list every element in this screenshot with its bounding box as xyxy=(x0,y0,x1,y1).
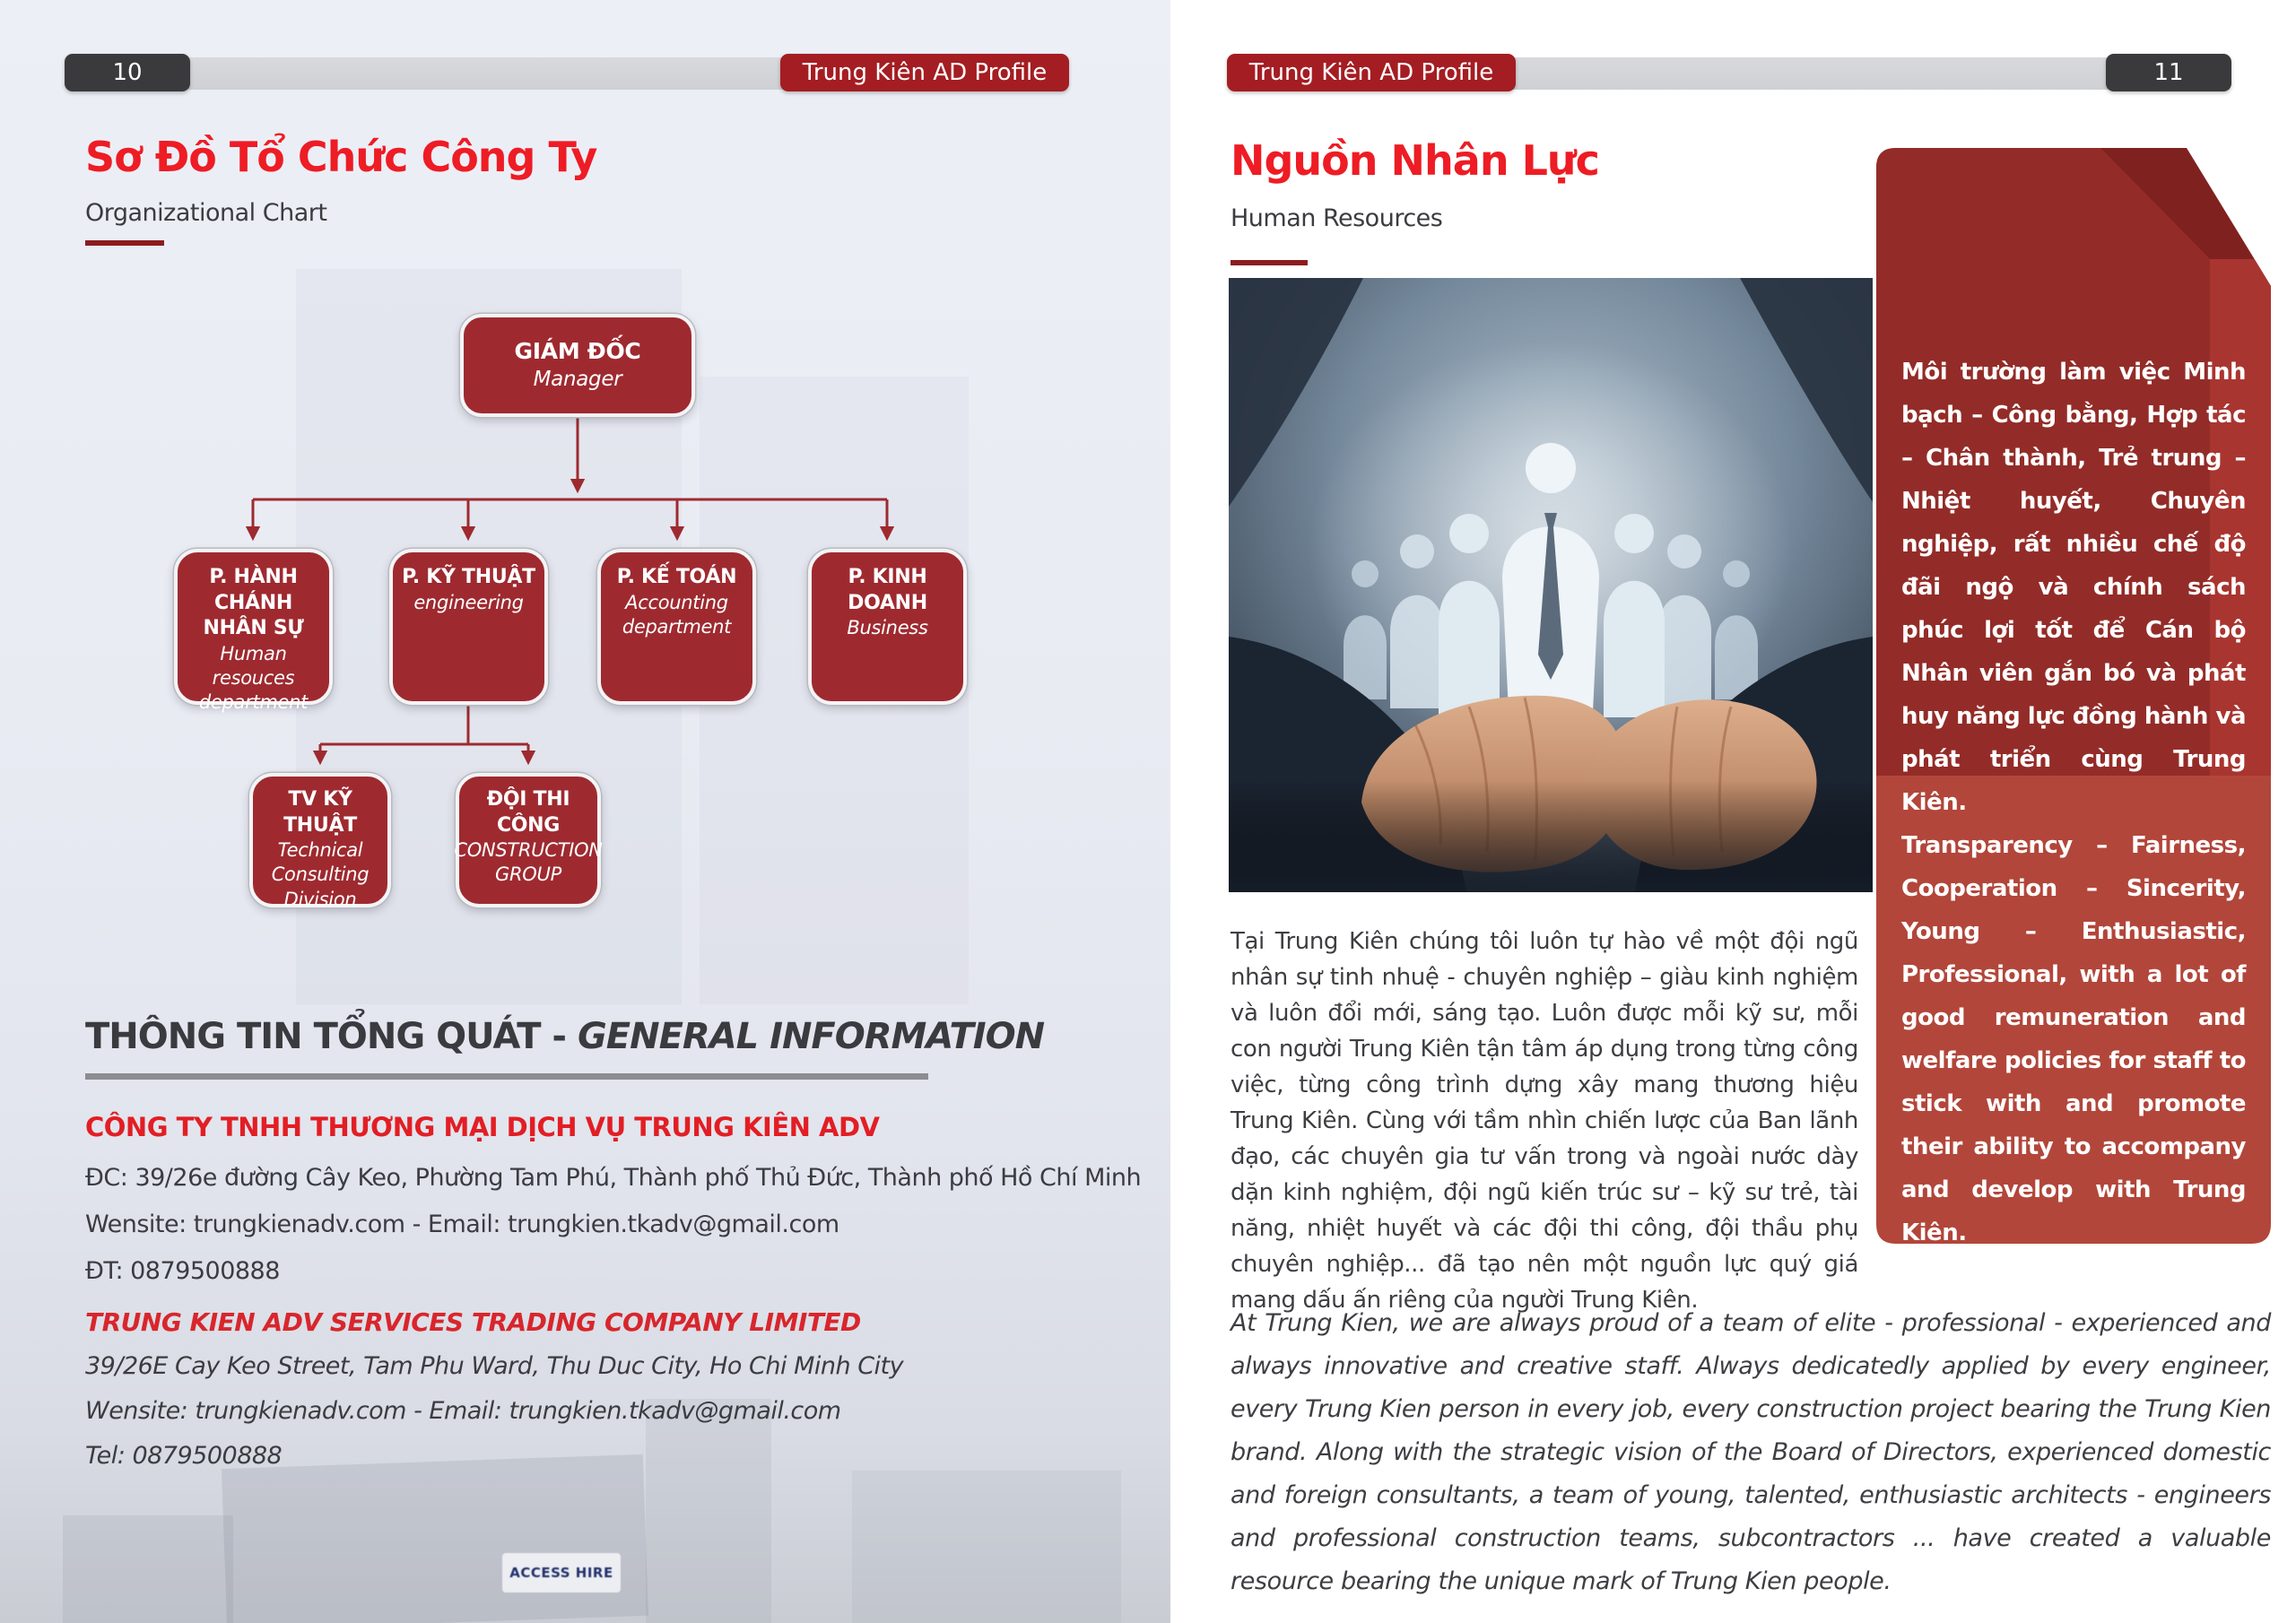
phone-vi: ĐT: 0879500888 xyxy=(85,1257,280,1285)
hr-highlight-text-vi: Môi trường làm việc Minh bạch – Công bằng, Hợp tác – Chân thành, Trẻ trung – Nhiệt huyết, Chuyên nghiệp, rất nhiều chế độ đãi ngộ và chính sách phúc lợi tốt để Cán bộ Nhân viên gắn bó và phát huy năng lực đồng hành và phát triển cùng Trung Kiên. xyxy=(1901,359,2246,816)
hr-highlight-text xyxy=(1901,351,2246,1254)
org-node-title: P. KINH DOANH xyxy=(848,566,927,614)
page-title: Sơ Đồ Tổ Chức Công Ty xyxy=(85,133,597,181)
header-title-badge xyxy=(780,54,1069,91)
org-node-engineering xyxy=(389,549,548,705)
page-number-badge xyxy=(65,54,190,91)
org-node-title: P. KỸ THUẬT xyxy=(402,566,535,588)
org-node-construction-group xyxy=(456,773,601,907)
hr-highlight-panel xyxy=(1876,148,2271,1244)
page-11 xyxy=(1170,0,2296,1623)
general-info-heading-en: GENERAL INFORMATION xyxy=(577,1016,1045,1057)
background-photo-left xyxy=(63,1515,233,1623)
org-node-technical-consulting xyxy=(249,773,391,910)
website-email-vi: Wensite: trungkienadv.com - Email: trungkien.tkadv@gmail.com xyxy=(85,1211,839,1238)
org-node-business xyxy=(808,549,967,705)
hr-body-paragraph-en: At Trung Kien, we are always proud of a team of elite - professional - experienced and always innovative and creative staff. Always dedicatedly applied by every engineer, every Trung Kien person in every job, every construction project bearing the Trung Kien brand. Along with the strategic vision of the Board of Directors, experienced domestic and foreign consultants, a team of young, talented, enthusiastic architects - engineers and professional construction teams, subcontractors ... have created a valuable resource bearing the unique mark of Trung Kien people. xyxy=(1231,1309,2271,1595)
page-number: 10 xyxy=(112,59,143,86)
org-node-title: ĐỘI THI CÔNG xyxy=(486,788,570,837)
company-name-en: TRUNG KIEN ADV SERVICES TRADING COMPANY LIMITED xyxy=(85,1307,861,1337)
org-node-title: TV KỸ THUẬT xyxy=(283,788,357,837)
page-number: 11 xyxy=(2153,59,2184,86)
background-photo-left xyxy=(852,1471,1121,1623)
human-resources-photo xyxy=(1229,278,1873,892)
org-node-director xyxy=(460,314,695,417)
background-photo-left xyxy=(222,1454,648,1623)
page-title: Nguồn Nhân Lực xyxy=(1231,136,1599,185)
org-node-subtitle: Business xyxy=(847,617,928,639)
general-info-heading xyxy=(85,1016,1044,1057)
background-photo-left xyxy=(646,1399,771,1623)
phone-en: Tel: 0879500888 xyxy=(85,1442,283,1470)
org-node-subtitle: engineering xyxy=(413,591,524,613)
org-node-title: P. KẾ TOÁN xyxy=(616,566,737,588)
org-node-title: P. HÀNH CHÁNH NHÂN SỰ xyxy=(203,566,304,640)
page-subtitle: Organizational Chart xyxy=(85,199,327,227)
org-node-subtitle: Human resouces department xyxy=(198,642,309,714)
org-node-title: GIÁM ĐỐC xyxy=(514,338,641,365)
org-node-accounting xyxy=(597,549,756,705)
access-hire-photo-label: ACCESS HIRE xyxy=(502,1553,621,1593)
address-vi: ĐC: 39/26e đường Cây Keo, Phường Tam Phú, Thành phố Thủ Đức, Thành phố Hồ Chí Minh xyxy=(85,1164,1142,1192)
header-title: Trung Kiên AD Profile xyxy=(1248,59,1494,86)
org-node-subtitle: Manager xyxy=(533,367,622,391)
org-node-subtitle: Accounting department xyxy=(622,591,732,638)
page-number-badge xyxy=(2106,54,2231,91)
title-underline xyxy=(1231,260,1308,265)
header-title: Trung Kiên AD Profile xyxy=(802,59,1048,86)
website-email-en: Wensite: trungkienadv.com - Email: trungkien.tkadv@gmail.com xyxy=(85,1397,841,1425)
title-underline xyxy=(85,240,164,246)
hr-body-paragraph-vi: Tại Trung Kiên chúng tôi luôn tự hào về một đội ngũ nhân sự tinh nhuệ - chuyên nghiệp – giàu kinh nghiệm và luôn đổi mới, sáng tạo. Luôn được mỗi kỹ sư, mỗi con người Trung Kiên tận tâm áp dụng trong từng công việc, từng công trình dựng xây mang thương hiệu Trung Kiên. Cùng với tầm nhìn chiến lược của Ban lãnh đạo, các chuyên gia tư vấn trong và ngoài nước dày dặn kinh nghiệm, đội ngũ kiến trúc sư – kỹ sư trẻ, tài năng, nhiệt huyết và các đội thi công, đội thầu phụ chuyên nghiệp... đã tạo nên một nguồn lực quý giá mang dấu ấn riêng của người Trung Kiên. xyxy=(1231,928,1858,1314)
org-node-subtitle: CONSTRUCTION GROUP xyxy=(454,839,603,886)
org-node-subtitle: Technical Consulting Division xyxy=(271,839,370,910)
general-info-heading-sep: - xyxy=(540,1016,578,1057)
page-subtitle: Human Resources xyxy=(1231,204,1443,232)
org-node-hr xyxy=(174,549,333,714)
general-info-heading-vi: THÔNG TIN TỔNG QUÁT xyxy=(85,1016,541,1057)
address-en: 39/26E Cay Keo Street, Tam Phu Ward, Thu Duc City, Ho Chi Minh City xyxy=(85,1352,904,1380)
general-info-underline xyxy=(85,1073,928,1080)
hr-highlight-text-en: Transparency – Fairness, Cooperation – Sincerity, Young – Enthusiastic, Professional, with a lot of good remuneration and welfare policies for staff to stick with and promote their ability to accompany and develop with Trung Kiên. xyxy=(1901,832,2246,1246)
company-name-vi: CÔNG TY TNHH THƯƠNG MẠI DỊCH VỤ TRUNG KIÊN ADV xyxy=(85,1112,880,1142)
header-title-badge xyxy=(1227,54,1516,91)
